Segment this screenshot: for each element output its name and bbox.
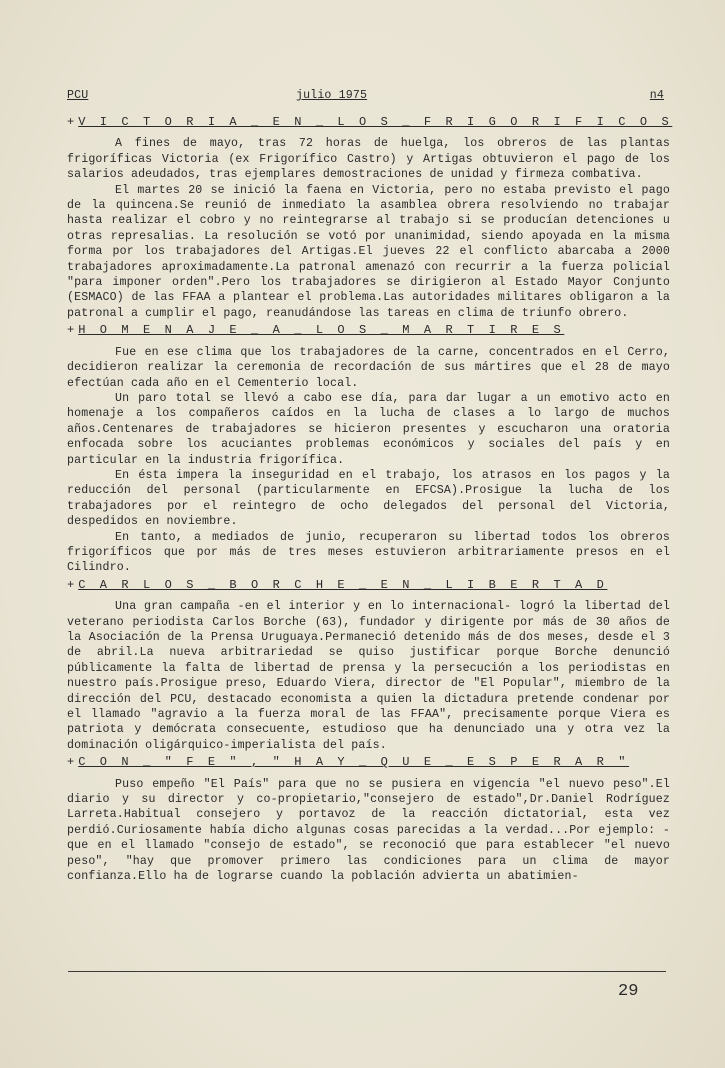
bullet-plus-icon: + xyxy=(67,755,75,770)
document-body xyxy=(67,88,673,885)
paragraph: El martes 20 se inició la faena en Victoria, pero no estaba previsto el pago de la quincena.Se reunió de inmediato la asamblea obrera resolviendo no trabajar hasta realizar el cobro y no reintegrarse al trabajo si se producían detenciones u otras represalias. La resolución se votó por unanimidad, siendo apoyada en la misma forma por los trabajadores del Artigas.El jueves 22 el conflicto abarcaba a 2000 trabajadores aproximadamente.La patronal amenazó con recurrir a la fuerza policial "para imponer orden".Pero los trabajadores se dirigieron al Estado Mayor Conjunto (ESMACO) de las FFAA a plantear el problema.Las autoridades militares obligaron a la patronal a cumplir el pago, reanudándose las tareas en clima de triunfo obrero. xyxy=(67,183,670,320)
section-title: + V I C T O R I A _ E N _ L O S _ F R I G O R I F I C O S xyxy=(67,115,673,129)
header-publication: PCU xyxy=(67,89,89,102)
paragraph: Fue en ese clima que los trabajadores de la carne, concentrados en el Cerro, decidieron realizar la ceremonia de recordación de sus mártires que el 28 de mayo efectúan cada año en el Cementerio local. xyxy=(67,345,670,390)
paragraph: A fines de mayo, tras 72 horas de huelga, los obreros de las plantas frigoríficas Victoria (ex Frigorífico Castro) y Artigas obtuvieron el pago de los salarios adeudados, tras ejemplares demostraciones de unidad y firmeza combativa. xyxy=(67,137,670,182)
section-homenaje xyxy=(67,323,670,576)
section-title: + H O M E N A J E _ A _ L O S _ M A R T I R E S xyxy=(67,323,565,338)
section-title: + C A R L O S _ B O R C H E _ E N _ L I B E R T A D xyxy=(67,577,608,592)
section-title: + C O N _ " F E " , " H A Y _ Q U E _ E S P E R A R " xyxy=(67,755,630,770)
header-date: julio 1975 xyxy=(296,89,368,102)
paragraph: Puso empeño "El País" para que no se pusiera en vigencia "el nuevo peso".El diario y su director y co-propietario,"consejero de estado",Dr.Daniel Rodríguez Larreta.Habitual consejero y portavoz de la reacción dictatorial, esta vez perdió.Curiosamente había dicho algunas cosas parecidas a la verdad...Por ejemplo: -que en el llamado "consejo de estado", se reconoció que para establecer "el nuevo peso", "hay que promover primero las condiciones para un clima de mayor confianza.Ello ha de lograrse cuando la población advierta un abatimien- xyxy=(67,777,670,884)
bullet-plus-icon: + xyxy=(67,323,75,338)
page-header xyxy=(67,88,670,106)
bullet-plus-icon: + xyxy=(67,115,75,129)
bottom-rule xyxy=(68,971,666,972)
section-fe xyxy=(67,755,670,884)
page-number: 29 xyxy=(618,982,639,1001)
bullet-plus-icon: + xyxy=(67,577,75,592)
section-victoria xyxy=(67,115,673,321)
section-borche xyxy=(67,578,670,753)
paragraph: En ésta impera la inseguridad en el trabajo, los atrasos en los pagos y la reducción del personal (particularmente en EFCSA).Prosigue la lucha de los trabajadores por el reintegro de ocho delegados del personal del Victoria, despedidos en noviembre. xyxy=(67,468,670,529)
paragraph: En tanto, a mediados de junio, recuperaron su libertad todos los obreros frigoríficos que por más de tres meses estuvieron arbitrariamente presos en el Cilindro. xyxy=(67,530,670,575)
paragraph: Un paro total se llevó a cabo ese día, para dar lugar a un emotivo acto en homenaje a los compañeros caídos en la lucha de clases a lo largo de muchos años.Centenares de trabajadores se hicieron presentes y escucharon una oratoria enfocada sobre los acuciantes problemas económicos y sociales del país y en particular en la industria frigorífica. xyxy=(67,391,670,467)
paragraph: Una gran campaña -en el interior y en lo internacional- logró la libertad del veterano periodista Carlos Borche (63), fundador y dirigente por más de 30 años de la Asociación de la Prensa Uruguaya.Permaneció detenido más de dos meses, desde el 3 de abril.La nueva arbitrariedad se quiso justificar porque Borche denunció públicamente la falta de libertad de prensa y la persecución a los periodistas en nuestro país.Prosigue preso, Eduardo Viera, director de "El Popular", miembro de la dirección del PCU, destacado economista a quien la dictadura pretende condenar por el llamado "agravio a la fuerza moral de las FFAA", precisamente porque Viera es patriota y demócrata consecuente, estudioso que ha denunciado una y otra vez la dominación oligárquico-imperialista del país. xyxy=(67,600,670,752)
header-issue-number: n4 xyxy=(649,89,664,102)
